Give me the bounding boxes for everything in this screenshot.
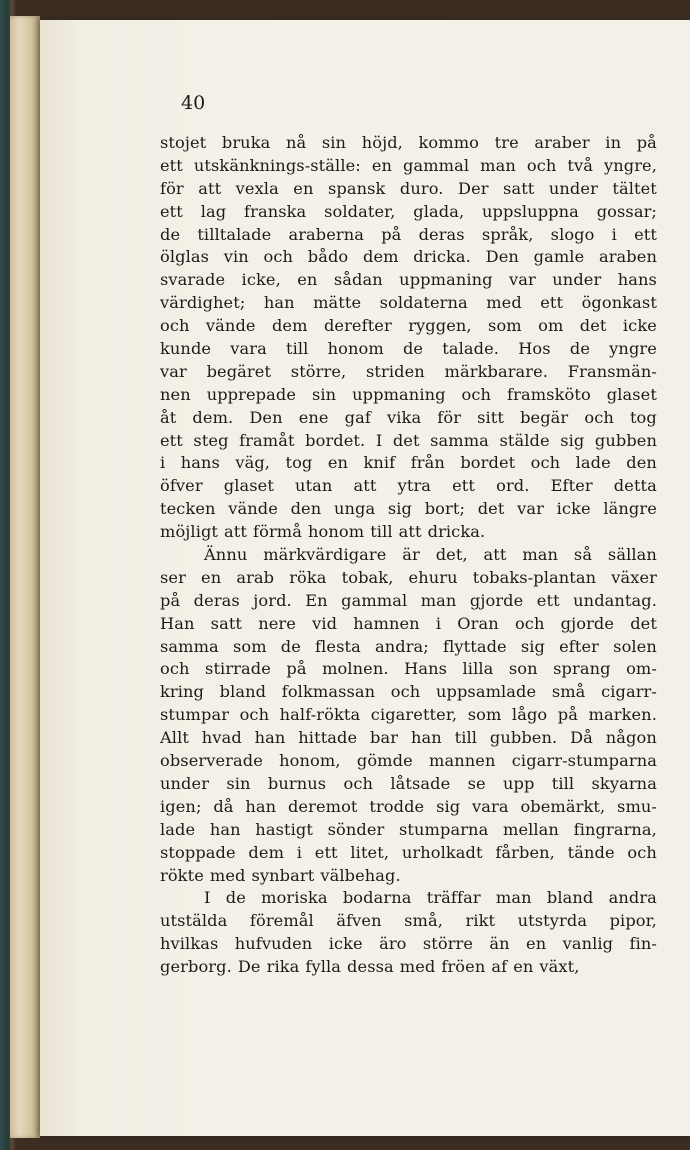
- text-line: stojet bruka nå sin höjd, kommo tre araber in på: [160, 133, 657, 152]
- text-line: stoppade dem i ett litet, urholkadt fårben, tände och: [160, 842, 657, 862]
- text-line: och stirrade på molnen. Hans lilla son sprang om-: [160, 659, 657, 679]
- body-text: [160, 132, 657, 979]
- text-line: observerade honom, gömde mannen cigarr-stumparna: [160, 751, 657, 771]
- text-line: hvilkas hufvuden icke äro större än en vanlig fin-: [160, 934, 657, 954]
- text-line: under sin burnus och låtsade se upp till skyarna: [160, 773, 657, 793]
- text-line: svarade icke, en sådan uppmaning var under hans: [160, 270, 657, 290]
- page-sheet: [40, 20, 690, 1136]
- text-line: Ännu märkvärdigare är det, att man så sällan: [204, 545, 657, 565]
- text-line: gerborg. De rika fylla dessa med fröen af en växt,: [160, 957, 580, 977]
- text-line: lade han hastigt sönder stumparna mellan fingrarna,: [160, 819, 657, 839]
- book-binding-edge: [10, 16, 40, 1138]
- text-line: kring bland folkmassan och uppsamlade små cigarr-: [160, 682, 657, 702]
- text-line: ölglas vin och bådo dem dricka. Den gamle araben: [160, 247, 657, 267]
- text-line: samma som de flesta andra; flyttade sig efter solen: [160, 636, 657, 656]
- text-line: Allt hvad han hittade bar han till gubben. Då någon: [160, 728, 657, 748]
- text-line: utstälda föremål äfven små, rikt utstyrda pipor,: [160, 911, 657, 931]
- text-line: ser en arab röka tobak, ehuru tobaks-plantan växer: [160, 567, 657, 587]
- text-line: tecken vände den unga sig bort; det var icke längre: [160, 499, 657, 519]
- text-line: I de moriska bodarna träffar man bland andra: [204, 888, 657, 908]
- text-line: för att vexla en spansk duro. Der satt under tältet: [160, 178, 657, 198]
- text-line: nen upprepade sin uppmaning och framsköto glaset: [160, 384, 657, 404]
- text-line: på deras jord. En gammal man gjorde ett undantag.: [160, 590, 657, 610]
- page-number: 40: [181, 92, 206, 114]
- text-line: ett lag franska soldater, glada, uppsluppna gossar;: [160, 201, 657, 221]
- text-line: värdighet; han mätte soldaterna med ett ögonkast: [160, 293, 657, 313]
- text-line: de tilltalade araberna på deras språk, slogo i ett: [160, 224, 657, 244]
- text-line: Han satt nere vid hamnen i Oran och gjorde det: [160, 613, 657, 633]
- text-line: öfver glaset utan att ytra ett ord. Efter detta: [160, 476, 657, 496]
- text-line: ett utskänknings-ställe: en gammal man och två yngre,: [160, 155, 657, 175]
- text-line: i hans väg, tog en knif från bordet och lade den: [160, 453, 657, 473]
- text-line: igen; då han deremot trodde sig vara obemärkt, smu-: [160, 796, 657, 816]
- text-line: ett steg framåt bordet. I det samma stälde sig gubben: [160, 430, 657, 450]
- text-line: åt dem. Den ene gaf vika för sitt begär och tog: [160, 407, 657, 427]
- text-line: rökte med synbart välbehag.: [160, 865, 401, 885]
- text-line: kunde vara till honom de talade. Hos de yngre: [160, 339, 657, 359]
- text-line: och vände dem derefter ryggen, som om det icke: [160, 316, 657, 336]
- text-line: var begäret större, striden märkbarare. Fransmän-: [160, 361, 657, 381]
- text-line: möjligt att förmå honom till att dricka.: [160, 522, 486, 542]
- text-line: stumpar och half-rökta cigaretter, som lågo på marken.: [160, 705, 657, 725]
